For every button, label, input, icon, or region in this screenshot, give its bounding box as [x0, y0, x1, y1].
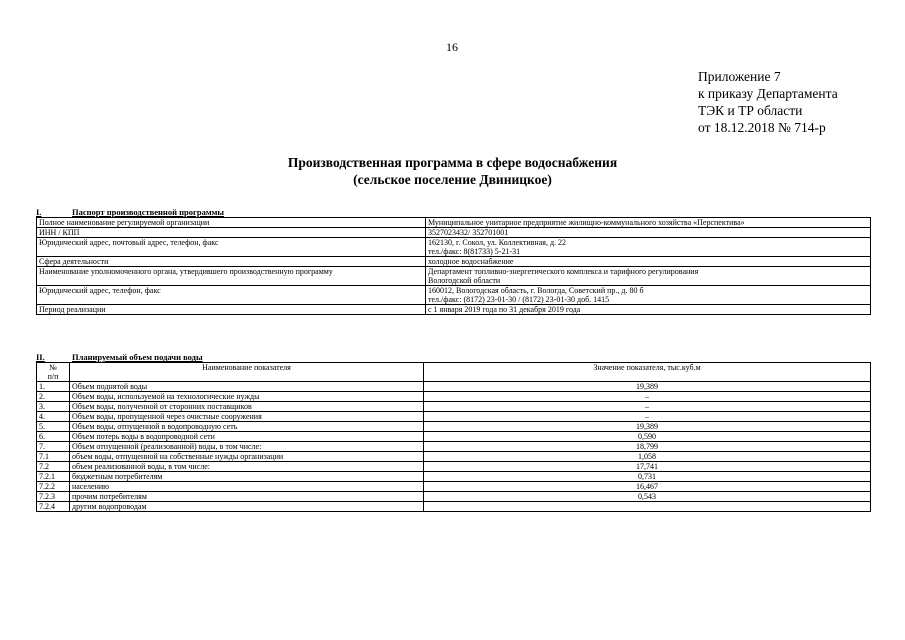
page-number: 16	[446, 40, 458, 54]
table-row	[37, 218, 871, 228]
indicator-name-cell: Объем воды, пропущенной через очистные сооружения	[70, 412, 424, 422]
indicator-name-cell: бюджетным потребителям	[70, 472, 424, 482]
header-num-line-2: п/п	[47, 372, 59, 381]
indicator-value-cell: 16,467	[424, 482, 871, 492]
passport-value-line-2: Вологодской области	[428, 276, 501, 285]
passport-value-cell	[426, 257, 871, 267]
document-title	[0, 154, 905, 188]
passport-value-line-1: 162130, г. Сокол, ул. Коллективная, д. 22	[428, 238, 567, 247]
passport-value-line-1: с 1 января 2019 года по 31 декабря 2019 года	[428, 305, 581, 314]
indicator-value-cell: 0,731	[424, 472, 871, 482]
passport-table	[36, 217, 871, 315]
table-row	[37, 432, 871, 442]
header-name-cell: Наименование показателя	[70, 363, 424, 382]
section-1-number: I.	[36, 207, 42, 217]
table-row	[37, 442, 871, 452]
passport-value-line-1: холодное водоснабжение	[428, 257, 514, 266]
row-number-cell: 4.	[37, 412, 70, 422]
indicator-value-cell: –	[424, 392, 871, 402]
row-number-cell: 6.	[37, 432, 70, 442]
section-2-number: II.	[36, 352, 45, 362]
row-number-cell: 2.	[37, 392, 70, 402]
passport-label-cell: ИНН / КПП	[37, 228, 426, 238]
indicator-name-cell: другим водопроводам	[70, 502, 424, 512]
table-row	[37, 452, 871, 462]
table-row	[37, 412, 871, 422]
row-number-cell: 7.2.4	[37, 502, 70, 512]
header-num-line-1: №	[49, 363, 57, 372]
indicator-value-cell: 1,058	[424, 452, 871, 462]
table-row	[37, 482, 871, 492]
indicator-name-cell: населению	[70, 482, 424, 492]
table-row	[37, 422, 871, 432]
passport-label-cell: Период реализации	[37, 305, 426, 315]
indicator-value-cell: –	[424, 412, 871, 422]
row-number-cell: 7.2.1	[37, 472, 70, 482]
table-row	[37, 492, 871, 502]
table-header-row	[37, 363, 871, 382]
row-number-cell: 7.2.2	[37, 482, 70, 492]
passport-label-cell: Сфера деятельности	[37, 257, 426, 267]
passport-value-cell	[426, 267, 871, 286]
indicator-name-cell: Объем отпущенной (реализованной) воды, в том числе:	[70, 442, 424, 452]
indicator-name-cell: Объем воды, отпущенной в водопроводную сеть	[70, 422, 424, 432]
title-line-1: Производственная программа в сфере водоснабжения	[287, 155, 618, 170]
section-2-heading	[36, 352, 203, 362]
section-1-heading	[36, 207, 224, 217]
header-value-cell: Значение показателя, тыс.куб.м	[424, 363, 871, 382]
indicator-value-cell	[424, 502, 871, 512]
appendix-line-4: от 18.12.2018 № 714-р	[698, 120, 826, 135]
water-supply-table	[36, 362, 871, 512]
row-number-cell: 1.	[37, 382, 70, 392]
table-row	[37, 382, 871, 392]
row-number-cell: 7.	[37, 442, 70, 452]
passport-value-cell	[426, 286, 871, 305]
passport-value-line-1: 160012, Вологодская область, г. Вологда, Советский пр., д. 80 б	[428, 286, 644, 295]
indicator-value-cell: 19,389	[424, 382, 871, 392]
indicator-name-cell: Объем потерь воды в водопроводной сети	[70, 432, 424, 442]
table-row	[37, 228, 871, 238]
indicator-value-cell: 18,799	[424, 442, 871, 452]
header-num-cell	[37, 363, 70, 382]
appendix-line-2: к приказу Департамента	[698, 86, 838, 101]
appendix-line-1: Приложение 7	[698, 69, 781, 84]
appendix-line-3: ТЭК и ТР области	[698, 103, 803, 118]
passport-value-line-2: тел./факс: (8172) 23-01-30 / (8172) 23-01-30 доб. 1415	[428, 295, 610, 304]
indicator-value-cell: 0,543	[424, 492, 871, 502]
row-number-cell: 7.1	[37, 452, 70, 462]
section-1-title: Паспорт производственной программы	[72, 207, 225, 217]
appendix-note	[698, 68, 838, 136]
table-row	[37, 472, 871, 482]
indicator-value-cell: –	[424, 402, 871, 412]
passport-value-cell	[426, 228, 871, 238]
table-row	[37, 286, 871, 305]
row-number-cell: 7.2	[37, 462, 70, 472]
table-row	[37, 267, 871, 286]
passport-value-line-2: тел./факс: 8(81733) 5-21-31	[428, 247, 521, 256]
row-number-cell: 5.	[37, 422, 70, 432]
passport-label-cell: Юридический адрес, почтовый адрес, телефон, факс	[37, 238, 426, 257]
table-row	[37, 462, 871, 472]
table-row	[37, 305, 871, 315]
table-row	[37, 238, 871, 257]
table-row	[37, 402, 871, 412]
indicator-name-cell: объем воды, отпущенной на собственные нужды организации	[70, 452, 424, 462]
passport-value-cell	[426, 238, 871, 257]
table-row	[37, 392, 871, 402]
indicator-value-cell: 19,389	[424, 422, 871, 432]
indicator-value-cell: 0,590	[424, 432, 871, 442]
row-number-cell: 7.2.3	[37, 492, 70, 502]
passport-label-cell: Полное наименование регулируемой организации	[37, 218, 426, 228]
passport-value-cell	[426, 218, 871, 228]
indicator-name-cell: прочим потребителям	[70, 492, 424, 502]
passport-value-line-1: Департамент топливно-энергетического комплекса и тарифного регулирования	[428, 267, 699, 276]
table-row	[37, 257, 871, 267]
indicator-name-cell: Объем воды, используемой на технологические нужды	[70, 392, 424, 402]
indicator-name-cell: Объем поднятой воды	[70, 382, 424, 392]
title-line-2: (сельское поселение Двиницкое)	[353, 172, 552, 187]
indicator-name-cell: Объем воды, полученной от сторонних поставщиков	[70, 402, 424, 412]
passport-label-cell: Юридический адрес, телефон, факс	[37, 286, 426, 305]
indicator-name-cell: объем реализованной воды, в том числе:	[70, 462, 424, 472]
row-number-cell: 3.	[37, 402, 70, 412]
table-row	[37, 502, 871, 512]
passport-label-cell: Наименование уполномоченного органа, утвердившего производственную программу	[37, 267, 426, 286]
passport-value-line-1: 3527023432/ 352701001	[428, 228, 509, 237]
passport-value-cell	[426, 305, 871, 315]
passport-value-line-1: Муниципальное унитарное предприятие жилищно-коммунального хозяйства «Перспектива»	[428, 218, 745, 227]
indicator-value-cell: 17,741	[424, 462, 871, 472]
section-2-title: Планируемый объем подачи воды	[72, 352, 203, 362]
